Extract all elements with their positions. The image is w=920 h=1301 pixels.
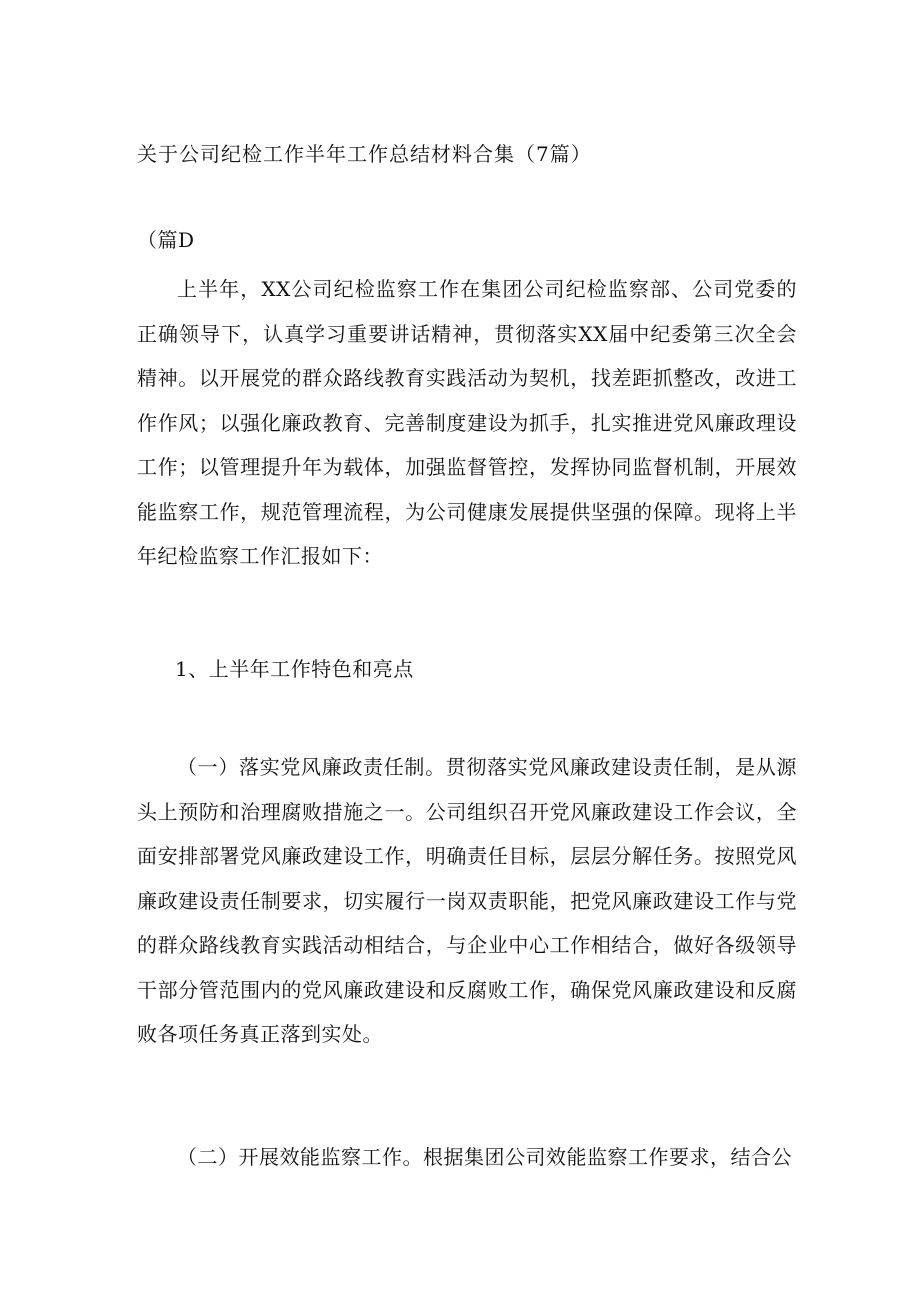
section-heading: 1、上半年工作特色和亮点 [175,657,414,681]
document-title: 关于公司纪检工作半年工作总结材料合集（7篇） [137,142,592,166]
intro-paragraph: 上半年，XX公司纪检监察工作在集团公司纪检监察部、公司党委的正确领导下，认真学习重要讲话精神，贯彻落实XX届中纪委第三次全会精神。以开展党的群众路线教育实践活动为契机，找差距抓整改，改进工作作风；以强化廉政教育、完善制度建设为抓手，扎实推进党风廉政理设工作；以管理提升年为载体，加强监督管控，发挥协同监督机制，开展效能监察工作，规范管理流程，为公司健康发展提供坚强的保障。现将上半年纪检监察工作汇报如下： [137,277,797,568]
item-one-paragraph: （一）落实党风廉政责任制。贯彻落实党风廉政建设责任制，是从源头上预防和治理腐败措施之一。公司组织召开党风廉政建设工作会议，全面安排部署党风廉政建设工作，明确责任目标，层层分解任务。按照党风廉政建设责任制要求，切实履行一岗双责职能，把党风廉政建设工作与党的群众路线教育实践活动相结合，与企业中心工作相结合，做好各级领导干部分管范围内的党风廉政建设和反腐败工作，确保党风廉政建设和反腐败各项任务真正落到实处。 [137,755,797,1046]
piece-label: （篇D [137,228,195,252]
item-two-paragraph: （二）开展效能监察工作。根据集团公司效能监察工作要求，结合公 [177,1145,792,1169]
